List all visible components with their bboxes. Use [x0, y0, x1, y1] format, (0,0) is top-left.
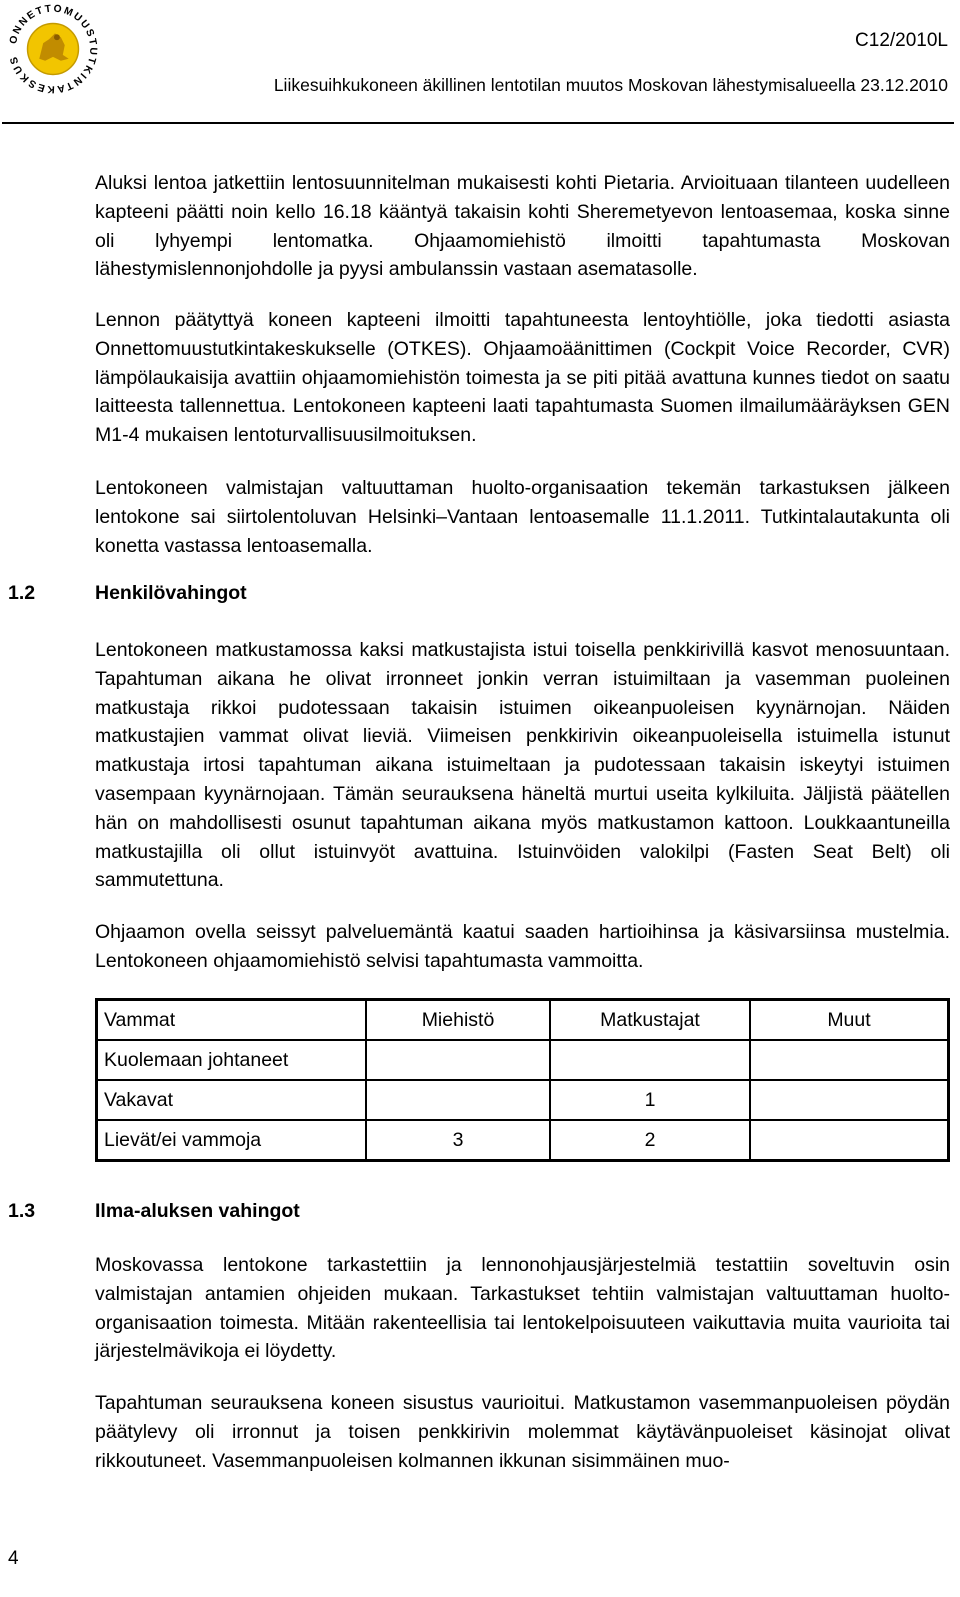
section-title-aircraft-damage: Ilma-aluksen vahingot [95, 1200, 300, 1222]
paragraph-notification: Lennon päätyttyä koneen kapteeni ilmoitti tapahtuneesta lentoyhtiölle, joka tiedotti asiasta Onnettomuustutkintakeskukselle (OTKES). Ohjaamoäänittimen (Cockpit Voice Recorder, CVR) lämpölaukaisija avattiin ohjaamomiehistön toimesta ja se piti pitää avattuna kunnes tiedot on saatu laitteesta tallennettua. Lentokoneen kapteeni laati tapahtumasta Suomen ilmailumääräyksen GEN M1-4 mukaisen lentoturvallisuusilmoituksen. [95, 309, 950, 447]
table-cell [750, 1040, 948, 1080]
table-header-row [97, 1000, 948, 1040]
table-header-cell: Vammat [97, 1000, 366, 1040]
table-cell: Kuolemaan johtaneet [97, 1040, 366, 1080]
header-rule [2, 122, 954, 124]
paragraph-crew-injuries: Ohjaamon ovella seissyt palveluemäntä kaatui saaden hartioihinsa ja käsivarsiinsa mustelmia. Lentokoneen ohjaamomiehistö selvisi tapahtumasta vammoitta. [95, 921, 950, 972]
table-cell: 1 [550, 1080, 750, 1120]
document-subtitle: Liikesuihkukoneen äkillinen lentotilan muutos Moskovan lähestymisalueella 23.12.2010 [273, 75, 948, 95]
table-row [97, 1120, 948, 1160]
table-row [97, 1040, 948, 1080]
table-cell: Lievät/ei vammoja [97, 1120, 366, 1160]
page-number: 4 [8, 1548, 19, 1569]
paragraph-inspection: Moskovassa lentokone tarkastettiin ja lennonohjausjärjestelmiä testattiin soveltuvin osin valmistajan antamien ohjeiden mukaan. Tarkastukset tehtiin valmistajan valtuuttaman huolto-organisaation toimesta. Mitään rakenteellisia tai lentokelpoisuuteen vaikuttavia muita vaurioita tai järjestelmävikoja ei löydetty. [95, 1254, 950, 1363]
svg-text:ONNETTOMUUSTUTKINTAKESKUS: ONNETTOMUUSTUTKINTAKESKUS [8, 3, 99, 95]
otkes-logo [4, 0, 102, 98]
table-row [97, 1080, 948, 1120]
table-cell [750, 1120, 948, 1160]
table-header-cell: Miehistö [366, 1000, 550, 1040]
section-number-1-2: 1.2 [8, 582, 36, 604]
table-cell: 3 [366, 1120, 550, 1160]
injury-table [95, 998, 950, 1162]
table-cell [750, 1080, 948, 1120]
section-number-1-3: 1.3 [8, 1200, 36, 1222]
table-cell [366, 1040, 550, 1080]
table-cell [366, 1080, 550, 1120]
paragraph-ferry-permit: Lentokoneen valmistajan valtuuttaman huolto-organisaation tekemän tarkastuksen jälkeen lentokone sai siirtolentoluvan Helsinki–Vantaan lentoasemalle 11.1.2011. Tutkintalautakunta oli konetta vastassa lentoasemalla. [95, 477, 950, 557]
table-cell [550, 1040, 750, 1080]
table-cell: 2 [550, 1120, 750, 1160]
document-id: C12/2010L [855, 30, 948, 51]
table-cell: Vakavat [97, 1080, 366, 1120]
paragraph-passenger-injuries: Lentokoneen matkustamossa kaksi matkustajista istui toisella penkkirivillä kasvot menosuuntaan. Tapahtuman aikana he olivat irronneet jonkin verran istuimiltaan ja vasemman puoleinen matkustaja rikkoi pudotessaan takaisin istuimen oikeanpuoleisen kyynärnojan. Näiden matkustajien vammat olivat lieviä. Viimeisen penkkirivin oikeanpuoleisella istuimella istunut matkustaja irtosi tapahtuman aikana istuimeltaan ja pudotessaan takaisin iskeytyi istuimen vasempaan kyynärnojaan. Tämän seurauksena häneltä murtui useita kylkiluita. Jäljistä päätellen hän on mahdollisesti osunut tapahtuman aikana myös matkustamon kattoon. Loukkaantuneilla matkustajilla oli ollut istuinvyöt avattuina. Istuinvöiden valokilpi (Fasten Seat Belt) oli sammutettuna. [95, 639, 950, 892]
table-header-cell: Muut [750, 1000, 948, 1040]
paragraph-interior-damage: Tapahtuman seurauksena koneen sisustus vaurioitui. Matkustamon vasemmanpuoleisen pöydän päätylevy oli irronnut ja toisen penkkirivin molemmat käytävänpuoleiset käsinojat olivat rikkoutuneet. Vasemmanpuoleisen kolmannen ikkunan sisimmäinen muo- [95, 1392, 950, 1472]
section-title-injuries: Henkilövahingot [95, 582, 247, 604]
paragraph-flight-return: Aluksi lentoa jatkettiin lentosuunnitelman mukaisesti kohti Pietaria. Arvioituaan tilanteen uudelleen kapteeni päätti noin kello 16.18 kääntyä takaisin kohti Sheremetyevon lentoasemaa, koska sinne oli lyhyempi lentomatka. Ohjaamomiehistö ilmoitti tapahtumasta Moskovan lähestymislennonjohdolle ja pyysi ambulanssin vastaan asematasolle. [95, 172, 950, 281]
table-header-cell: Matkustajat [550, 1000, 750, 1040]
